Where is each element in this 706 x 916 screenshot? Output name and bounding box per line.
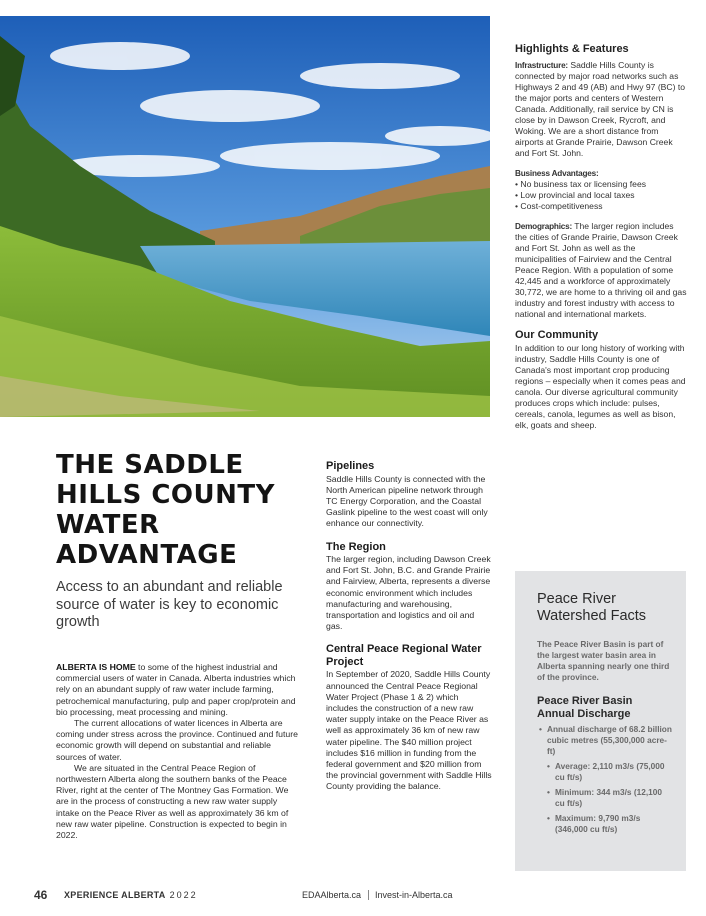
business-item: • No business tax or licensing fees xyxy=(515,179,687,190)
community-text: In addition to our long history of working with industry, Saddle Hills County is one of Canada's most important crop producing regions – especially when it comes peas and canola. Our diverse agricultural community produces crops which include: pulses, cereals, canola, legumes as well as bison, elk, goats and sheep. xyxy=(515,343,686,430)
page-footer xyxy=(34,887,684,903)
brand-name: XPERIENCE ALBERTA xyxy=(64,890,166,900)
discharge-item: • Maximum: 9,790 m3/s (346,000 cu ft/s) xyxy=(547,813,672,835)
highlights-column xyxy=(515,43,687,440)
watershed-facts-box xyxy=(515,571,686,871)
community-title: Our Community xyxy=(515,329,599,341)
infrastructure-text: Saddle Hills County is connected by major road networks such as Highways 2 and 49 (AB) and Hwy 97 (BC) to the major ports and centers of Western Canada. Additionally, rail service by CN is close by in Dawson Creek, Rycroft, and Woking. We are a short distance from airports at Grande Prairie, Dawson Creek and Fort St. John. xyxy=(515,60,686,158)
intro-paragraph: The current allocations of water licences in Alberta are coming under stress across the province. Continued and future economic growth will depend on substantial and reliable sources of water. xyxy=(56,718,298,762)
region-text: The larger region, including Dawson Creek and Fort St. John, B.C. and Grande Prairie and Fairview, Alberta, represents a diverse economic environment which includes manufacturing and warehousing, transportation and logistics and oil and gas. xyxy=(326,554,491,632)
discharge-title: Peace River Basin Annual Discharge xyxy=(537,695,633,720)
pipelines-section xyxy=(326,460,492,530)
title-line: WATER xyxy=(56,510,160,540)
title-line: THE SADDLE xyxy=(56,450,244,480)
middle-column xyxy=(326,460,492,804)
discharge-item: • Minimum: 344 m3/s (12,100 cu ft/s) xyxy=(547,787,672,809)
region-section xyxy=(326,541,492,633)
business-item: • Low provincial and local taxes xyxy=(515,190,687,201)
intro-body: to some of the highest industrial and commercial users of water in Canada. Alberta industries which rely on an abundant supply of raw water include farming, petrochemical manufacturing, pulp and paper crop/protein and bio processing, meat processing and mining. xyxy=(56,662,296,717)
discharge-item: • Average: 2,110 m3/s (75,000 cu ft/s) xyxy=(547,761,672,783)
page-number: 46 xyxy=(34,888,48,902)
magazine-brand xyxy=(64,887,198,903)
brand-year: 2022 xyxy=(169,890,198,900)
region-title: The Region xyxy=(326,540,386,553)
water-project-text: In September of 2020, Saddle Hills County announced the Central Peace Regional Water Project (Phase 1 & 2) which includes the construction of a new raw water supply intake on the Peace River as well as approximately 36 km of new raw water pipeline. The $40 million project includes $16 million in funding from the federal government and $20 million from the provincial government with Saddle Hills County providing the balance. xyxy=(326,669,492,792)
footer-divider xyxy=(368,890,369,900)
pipelines-title: Pipelines xyxy=(326,460,375,472)
facts-description: The Peace River Basin is part of the largest water basin area in Alberta spanning nearly one third of the province. xyxy=(537,639,670,682)
demographics-text: The larger region includes the cities of Grande Prairie, Dawson Creek and Fort St. John as well as the municipalities of Fairview and the Central Peace Region. With a population of some 42,445 and a workforce of approximately 30,772, we are home to a thriving oil and gas industry and forest industry with access to national and international markets. xyxy=(515,221,687,319)
business-item: • Cost-competitiveness xyxy=(515,201,687,212)
facts-title: Peace River Watershed Facts xyxy=(537,591,647,624)
footer-link-invest[interactable]: Invest-in-Alberta.ca xyxy=(375,890,453,900)
intro-lead: ALBERTA IS HOME xyxy=(56,662,136,672)
water-project-title: Central Peace Regional Water Project xyxy=(326,643,482,668)
photo-illustration xyxy=(0,16,490,417)
business-advantages xyxy=(515,168,687,212)
page-title xyxy=(56,450,326,570)
water-project-section xyxy=(326,643,492,792)
pipelines-text: Saddle Hills County is connected with the North American pipeline network through TC Energy Corporation, and the Coastal Gaslink pipeline to the west coast will only enhance our connectivity. xyxy=(326,473,488,529)
page-subtitle: Access to an abundant and reliable source of water is key to economic growth xyxy=(56,579,283,630)
demographics-label: Demographics: xyxy=(515,222,572,231)
title-line: HILLS COUNTY xyxy=(56,480,275,510)
infrastructure-label: Infrastructure: xyxy=(515,61,568,70)
intro-paragraph xyxy=(56,662,302,718)
discharge-item: • Annual discharge of 68.2 billion cubic metres (55,300,000 acre-ft) xyxy=(539,724,672,757)
intro-paragraph: We are situated in the Central Peace Region of northwestern Alberta along the southern banks of the Peace River, right at the center of The Montney Gas Formation. We are in the process of constructing a new raw water supply intake on the Peace River as well as approximately 36 km of new raw water pipeline. Construction is expected to begin in 2022. xyxy=(56,762,289,841)
demographics-paragraph xyxy=(515,221,687,320)
discharge-list xyxy=(537,724,672,835)
river-valley-photo xyxy=(0,16,490,417)
infrastructure-paragraph xyxy=(515,60,687,159)
business-list xyxy=(515,179,687,212)
footer-link-eda[interactable]: EDAAlberta.ca xyxy=(302,890,362,900)
intro-text xyxy=(56,662,302,841)
highlights-title: Highlights & Features xyxy=(515,43,629,55)
title-line: ADVANTAGE xyxy=(56,540,238,570)
business-label: Business Advantages: xyxy=(515,169,599,178)
